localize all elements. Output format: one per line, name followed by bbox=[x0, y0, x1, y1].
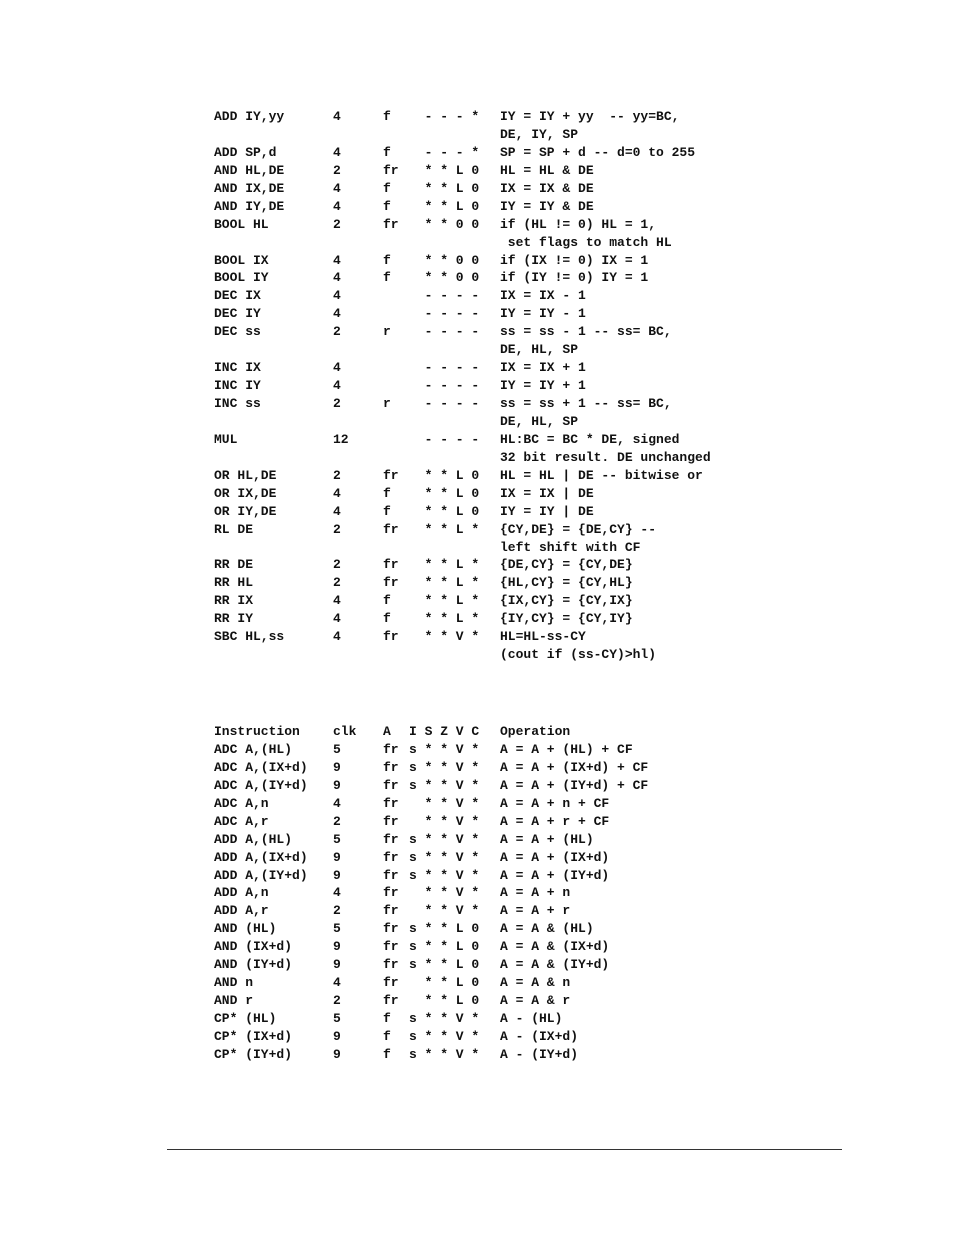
flags-cell: - - - - bbox=[409, 306, 480, 322]
clock-cell: 4 bbox=[333, 593, 341, 609]
clock-cell: 12 bbox=[333, 431, 349, 447]
flags-cell: - - - - bbox=[409, 288, 480, 304]
clock-cell: 4 bbox=[333, 795, 341, 811]
flags-cell: s * * V * bbox=[409, 1046, 480, 1062]
instruction-cell: DEC IX bbox=[214, 288, 261, 304]
clock-cell: 4 bbox=[333, 885, 341, 901]
instruction-cell: AND IY,DE bbox=[214, 198, 285, 214]
instruction-cell: ADD A,n bbox=[214, 885, 269, 901]
operation-cell: DE, HL, SP bbox=[500, 342, 579, 358]
clock-cell: 4 bbox=[333, 611, 341, 627]
operation-cell: A = A & r bbox=[500, 993, 571, 1009]
instruction-cell: OR HL,DE bbox=[214, 467, 277, 483]
flags-cell: - - - * bbox=[409, 144, 480, 160]
instruction-cell: RL DE bbox=[214, 521, 254, 537]
operation-cell: A = A + (IY+d) bbox=[500, 867, 610, 883]
operation-cell: A = A + (HL) bbox=[500, 831, 594, 847]
instruction-cell: ADC A,n bbox=[214, 795, 269, 811]
clock-cell: 4 bbox=[333, 180, 341, 196]
instruction-cell: ADC A,(IX+d) bbox=[214, 759, 308, 775]
alu-cell: f bbox=[383, 198, 391, 214]
flags-cell: * * 0 0 bbox=[409, 216, 480, 232]
operation-cell: {DE,CY} = {CY,DE} bbox=[500, 557, 633, 573]
instruction-cell: ADD A,r bbox=[214, 903, 269, 919]
flags-cell: I S Z V C bbox=[409, 724, 480, 739]
clock-cell: 4 bbox=[333, 306, 341, 322]
instruction-cell: CP* (HL) bbox=[214, 1011, 277, 1026]
flags-cell: * * V * bbox=[409, 795, 480, 811]
instruction-cell: RR IY bbox=[214, 611, 254, 627]
alu-cell: fr bbox=[383, 957, 399, 973]
operation-cell: {CY,DE} = {DE,CY} -- bbox=[500, 521, 657, 537]
clock-cell: 5 bbox=[333, 831, 341, 847]
flags-cell: - - - - bbox=[409, 396, 480, 411]
flags-cell: s * * V * bbox=[409, 849, 480, 865]
operation-cell: SP = SP + d -- d=0 to 255 bbox=[500, 144, 696, 160]
operation-cell: if (IX != 0) IX = 1 bbox=[500, 252, 649, 268]
clock-cell: 9 bbox=[333, 777, 341, 793]
operation-cell: A = A + (IY+d) + CF bbox=[500, 777, 649, 793]
clock-cell: 9 bbox=[333, 1028, 341, 1044]
clock-cell: 2 bbox=[333, 216, 341, 232]
flags-cell: * * L * bbox=[409, 557, 480, 573]
operation-cell: HL = HL | DE -- bitwise or bbox=[500, 467, 703, 483]
clock-cell: 9 bbox=[333, 957, 341, 973]
alu-cell: fr bbox=[383, 939, 399, 955]
operation-cell: DE, HL, SP bbox=[500, 413, 579, 429]
instruction-cell: ADD A,(IY+d) bbox=[214, 867, 308, 883]
alu-cell: fr bbox=[383, 557, 399, 573]
alu-cell: fr bbox=[383, 975, 399, 991]
flags-cell: * * L 0 bbox=[409, 198, 480, 214]
flags-cell: * * V * bbox=[409, 885, 480, 901]
instruction-cell: BOOL IX bbox=[214, 252, 269, 268]
flags-cell: * * 0 0 bbox=[409, 270, 480, 286]
operation-cell: A - (IY+d) bbox=[500, 1046, 579, 1062]
alu-cell: f bbox=[383, 485, 391, 501]
clock-cell: 9 bbox=[333, 1046, 341, 1062]
instruction-cell: ADC A,r bbox=[214, 813, 269, 829]
operation-cell: IX = IX | DE bbox=[500, 485, 594, 501]
alu-cell: f bbox=[383, 252, 391, 268]
flags-cell: * * V * bbox=[409, 629, 480, 645]
alu-cell: r bbox=[383, 324, 391, 340]
alu-cell: fr bbox=[383, 813, 399, 829]
alu-cell: fr bbox=[383, 575, 399, 591]
alu-cell: fr bbox=[383, 467, 399, 483]
operation-cell: IX = IX & DE bbox=[500, 180, 594, 196]
operation-cell: IX = IX - 1 bbox=[500, 288, 586, 304]
clock-cell: 2 bbox=[333, 396, 341, 411]
clock-cell: 9 bbox=[333, 867, 341, 883]
alu-cell: fr bbox=[383, 759, 399, 775]
flags-cell: s * * L 0 bbox=[409, 921, 480, 937]
alu-cell: f bbox=[383, 1028, 391, 1044]
instruction-cell: ADC A,(IY+d) bbox=[214, 777, 308, 793]
clock-cell: 5 bbox=[333, 921, 341, 937]
alu-cell: fr bbox=[383, 993, 399, 1009]
instruction-cell: DEC IY bbox=[214, 306, 261, 322]
instruction-cell: AND r bbox=[214, 993, 254, 1009]
clock-cell: 4 bbox=[333, 503, 341, 519]
flags-cell: s * * V * bbox=[409, 759, 480, 775]
alu-cell: f bbox=[383, 144, 391, 160]
operation-cell: A = A & (IX+d) bbox=[500, 939, 610, 955]
clock-cell: 4 bbox=[333, 629, 341, 645]
flags-cell: * * V * bbox=[409, 903, 480, 919]
clock-cell: 2 bbox=[333, 993, 341, 1009]
instruction-cell: CP* (IX+d) bbox=[214, 1028, 293, 1044]
operation-cell: ss = ss - 1 -- ss= BC, bbox=[500, 324, 672, 340]
clock-cell: 4 bbox=[333, 252, 341, 268]
operation-cell: A = A + (IX+d) + CF bbox=[500, 759, 649, 775]
operation-cell: {IY,CY} = {CY,IY} bbox=[500, 611, 633, 627]
flags-cell: * * 0 0 bbox=[409, 252, 480, 268]
clock-cell: 2 bbox=[333, 521, 341, 537]
alu-cell: fr bbox=[383, 629, 399, 645]
flags-cell: * * L 0 bbox=[409, 180, 480, 196]
alu-cell: fr bbox=[383, 777, 399, 793]
clock-cell: 4 bbox=[333, 270, 341, 286]
alu-cell: f bbox=[383, 180, 391, 196]
operation-cell: {IX,CY} = {CY,IX} bbox=[500, 593, 633, 609]
operation-cell: (cout if (ss-CY)>hl) bbox=[500, 647, 657, 663]
flags-cell: s * * V * bbox=[409, 741, 480, 757]
flags-cell: * * L * bbox=[409, 521, 480, 537]
clock-cell: 5 bbox=[333, 741, 341, 757]
alu-cell: f bbox=[383, 1011, 391, 1026]
instruction-cell: Instruction bbox=[214, 724, 300, 739]
operation-cell: Operation bbox=[500, 724, 571, 739]
alu-cell: f bbox=[383, 611, 391, 627]
alu-cell: fr bbox=[383, 162, 399, 178]
flags-cell: s * * V * bbox=[409, 1028, 480, 1044]
clock-cell: 2 bbox=[333, 557, 341, 573]
operation-cell: if (IY != 0) IY = 1 bbox=[500, 270, 649, 286]
instruction-cell: ADC A,(HL) bbox=[214, 741, 293, 757]
alu-cell: fr bbox=[383, 795, 399, 811]
operation-cell: A - (HL) bbox=[500, 1011, 563, 1026]
clock-cell: 4 bbox=[333, 975, 341, 991]
alu-cell: f bbox=[383, 1046, 391, 1062]
operation-cell: IY = IY + yy -- yy=BC, bbox=[500, 109, 680, 124]
operation-cell: A = A & n bbox=[500, 975, 571, 991]
flags-cell: * * L 0 bbox=[409, 975, 480, 991]
instruction-cell: AND n bbox=[214, 975, 254, 991]
clock-cell: 2 bbox=[333, 813, 341, 829]
flags-cell: - - - - bbox=[409, 378, 480, 394]
alu-cell: f bbox=[383, 109, 391, 124]
instruction-cell: MUL bbox=[214, 431, 238, 447]
operation-cell: set flags to match HL bbox=[500, 234, 672, 250]
flags-cell: s * * L 0 bbox=[409, 939, 480, 955]
operation-cell: A = A + r + CF bbox=[500, 813, 610, 829]
alu-cell: fr bbox=[383, 521, 399, 537]
alu-cell: f bbox=[383, 503, 391, 519]
operation-cell: ss = ss + 1 -- ss= BC, bbox=[500, 396, 672, 411]
instruction-cell: ADD A,(IX+d) bbox=[214, 849, 308, 865]
instruction-cell: INC IX bbox=[214, 360, 261, 376]
instruction-cell: RR DE bbox=[214, 557, 254, 573]
operation-cell: A = A + (HL) + CF bbox=[500, 741, 633, 757]
flags-cell: - - - - bbox=[409, 324, 480, 340]
clock-cell: 4 bbox=[333, 109, 341, 124]
instruction-cell: RR IX bbox=[214, 593, 254, 609]
alu-cell: A bbox=[383, 724, 391, 739]
alu-cell: fr bbox=[383, 831, 399, 847]
clock-cell: 4 bbox=[333, 360, 341, 376]
clock-cell: 9 bbox=[333, 939, 341, 955]
flags-cell: s * * V * bbox=[409, 777, 480, 793]
flags-cell: * * L 0 bbox=[409, 503, 480, 519]
instruction-cell: OR IX,DE bbox=[214, 485, 277, 501]
clock-cell: 2 bbox=[333, 575, 341, 591]
operation-cell: IY = IY & DE bbox=[500, 198, 594, 214]
operation-cell: IY = IY + 1 bbox=[500, 378, 586, 394]
instruction-cell: BOOL HL bbox=[214, 216, 269, 232]
operation-cell: HL = HL & DE bbox=[500, 162, 594, 178]
clock-cell: 4 bbox=[333, 288, 341, 304]
operation-cell: A = A & (IY+d) bbox=[500, 957, 610, 973]
instruction-cell: INC IY bbox=[214, 378, 261, 394]
operation-cell: 32 bit result. DE unchanged bbox=[500, 449, 711, 465]
instruction-cell: RR HL bbox=[214, 575, 254, 591]
operation-cell: left shift with CF bbox=[500, 539, 641, 555]
instruction-cell: AND HL,DE bbox=[214, 162, 285, 178]
clock-cell: 9 bbox=[333, 849, 341, 865]
operation-cell: HL=HL-ss-CY bbox=[500, 629, 586, 645]
alu-cell: f bbox=[383, 593, 391, 609]
operation-cell: A = A + n + CF bbox=[500, 795, 610, 811]
flags-cell: - - - - bbox=[409, 360, 480, 376]
instruction-cell: BOOL IY bbox=[214, 270, 269, 286]
flags-cell: s * * V * bbox=[409, 1011, 480, 1026]
alu-cell: r bbox=[383, 396, 391, 411]
flags-cell: * * L * bbox=[409, 575, 480, 591]
flags-cell: - - - - bbox=[409, 431, 480, 447]
flags-cell: - - - * bbox=[409, 109, 480, 124]
alu-cell: fr bbox=[383, 867, 399, 883]
operation-cell: IY = IY - 1 bbox=[500, 306, 586, 322]
clock-cell: 2 bbox=[333, 903, 341, 919]
operation-cell: A = A + (IX+d) bbox=[500, 849, 610, 865]
footer-rule bbox=[167, 1149, 842, 1150]
instruction-cell: OR IY,DE bbox=[214, 503, 277, 519]
clock-cell: 2 bbox=[333, 162, 341, 178]
flags-cell: * * V * bbox=[409, 813, 480, 829]
operation-cell: A = A + r bbox=[500, 903, 571, 919]
clock-cell: 2 bbox=[333, 324, 341, 340]
instruction-cell: AND (IY+d) bbox=[214, 957, 293, 973]
flags-cell: * * L * bbox=[409, 593, 480, 609]
operation-cell: IX = IX + 1 bbox=[500, 360, 586, 376]
clock-cell: 4 bbox=[333, 144, 341, 160]
operation-cell: A = A & (HL) bbox=[500, 921, 594, 937]
alu-cell: fr bbox=[383, 885, 399, 901]
instruction-cell: DEC ss bbox=[214, 324, 261, 340]
operation-cell: A = A + n bbox=[500, 885, 571, 901]
clock-cell: 2 bbox=[333, 467, 341, 483]
instruction-cell: INC ss bbox=[214, 396, 261, 411]
operation-cell: A - (IX+d) bbox=[500, 1028, 579, 1044]
instruction-cell: CP* (IY+d) bbox=[214, 1046, 293, 1062]
operation-cell: DE, IY, SP bbox=[500, 126, 579, 142]
clock-cell: 4 bbox=[333, 485, 341, 501]
instruction-cell: AND IX,DE bbox=[214, 180, 285, 196]
flags-cell: * * L 0 bbox=[409, 485, 480, 501]
operation-cell: {HL,CY} = {CY,HL} bbox=[500, 575, 633, 591]
flags-cell: * * L 0 bbox=[409, 162, 480, 178]
flags-cell: s * * V * bbox=[409, 867, 480, 883]
alu-cell: fr bbox=[383, 741, 399, 757]
operation-cell: HL:BC = BC * DE, signed bbox=[500, 431, 680, 447]
flags-cell: * * L 0 bbox=[409, 993, 480, 1009]
alu-cell: f bbox=[383, 270, 391, 286]
clock-cell: 4 bbox=[333, 198, 341, 214]
flags-cell: s * * L 0 bbox=[409, 957, 480, 973]
instruction-cell: AND (IX+d) bbox=[214, 939, 293, 955]
operation-cell: if (HL != 0) HL = 1, bbox=[500, 216, 657, 232]
instruction-cell: ADD A,(HL) bbox=[214, 831, 293, 847]
instruction-cell: ADD SP,d bbox=[214, 144, 277, 160]
clock-cell: 4 bbox=[333, 378, 341, 394]
alu-cell: fr bbox=[383, 921, 399, 937]
instruction-cell: SBC HL,ss bbox=[214, 629, 285, 645]
alu-cell: fr bbox=[383, 903, 399, 919]
flags-cell: * * L 0 bbox=[409, 467, 480, 483]
clock-cell: 5 bbox=[333, 1011, 341, 1026]
clock-cell: clk bbox=[333, 724, 357, 739]
clock-cell: 9 bbox=[333, 759, 341, 775]
instruction-cell: AND (HL) bbox=[214, 921, 277, 937]
flags-cell: * * L * bbox=[409, 611, 480, 627]
instruction-cell: ADD IY,yy bbox=[214, 109, 285, 124]
operation-cell: IY = IY | DE bbox=[500, 503, 594, 519]
alu-cell: fr bbox=[383, 216, 399, 232]
flags-cell: s * * V * bbox=[409, 831, 480, 847]
alu-cell: fr bbox=[383, 849, 399, 865]
